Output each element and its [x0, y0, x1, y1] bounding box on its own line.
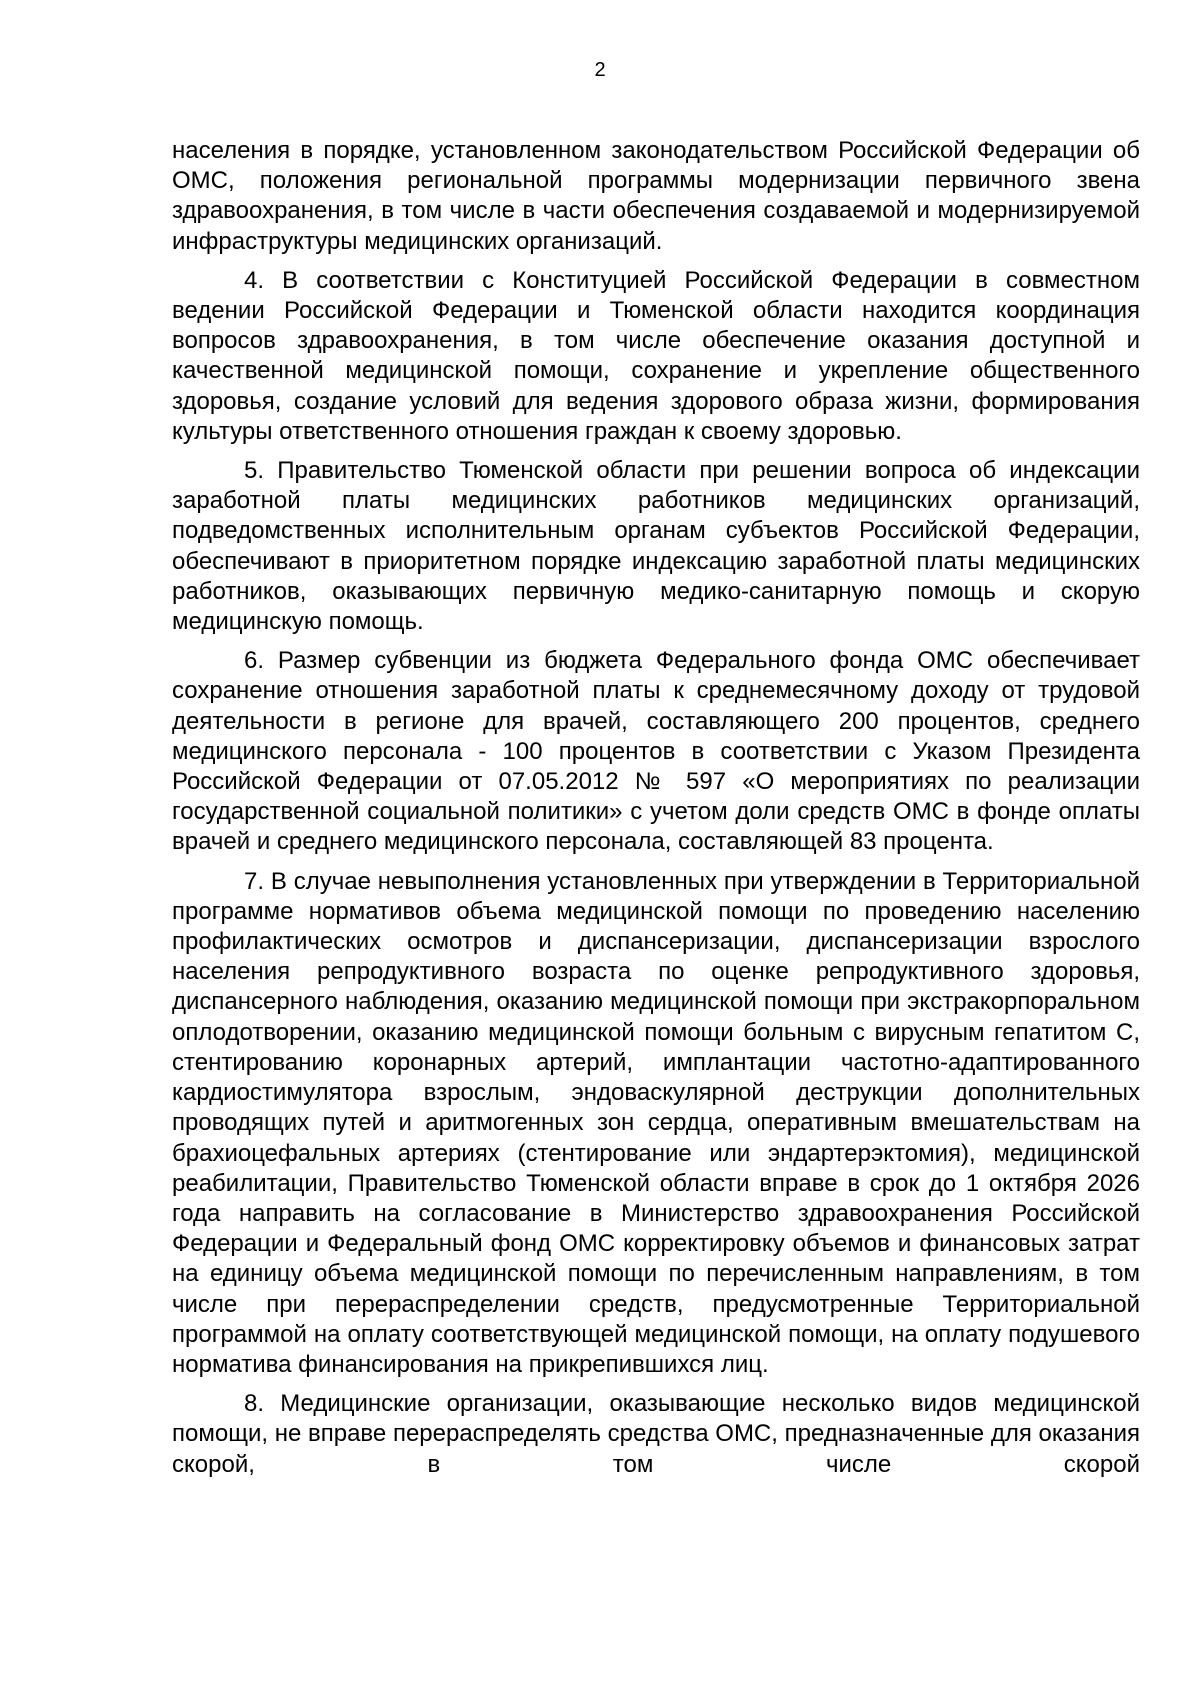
paragraph: 7. В случае невыполнения установленных при утверждении в Территориальной программе нормативов объема медицинской помощи по проведению населению профилактических осмотров и диспансеризации, диспансеризации взрослого населения репродуктивного возраста по оценке репродуктивного здоровья, диспансерного наблюдения, оказанию медицинской помощи при экстракорпоральном оплодотворении, оказанию медицинской помощи больным с вирусным гепатитом С, стентированию коронарных артерий, имплантации частотно-адаптированного кардиостимулятора взрослым, эндоваскулярной деструкции дополнительных проводящих путей и аритмогенных зон сердца, оперативным вмешательствам на брахиоцефальных артериях (стентирование или эндартерэктомия), медицинской реабилитации, Правительство Тюменской области вправе в срок до 1 октября 2026 года направить на согласование в Министерство здравоохранения Российской Федерации и Федеральный фонд ОМС корректировку объемов и финансовых затрат на единицу объема медицинской помощи по перечисленным направлениям, в том числе при перераспределении средств, предусмотренные Территориальной программой на оплату соответствующей медицинской помощи, на оплату подушевого норматива финансирования на прикрепившихся лиц.	[172, 867, 1140, 1378]
paragraph: 8. Медицинские организации, оказывающие несколько видов медицинской помощи, не вправе перераспределять средства ОМС, предназначенные для оказания скорой, в том числе скорой	[172, 1390, 1140, 1478]
page-number: 2	[594, 59, 606, 81]
paragraph: населения в порядке, установленном законодательством Российской Федерации об ОМС, положения региональной программы модернизации первичного звена здравоохранения, в том числе в части обеспечения создаваемой и модернизируемой инфраструктуры медицинских организаций.	[172, 137, 1140, 255]
paragraph: 6. Размер субвенции из бюджета Федерального фонда ОМС обеспечивает сохранение отношения заработной платы к среднемесячному доходу от трудовой деятельности в регионе для врачей, составляющего 200 процентов, среднего медицинского персонала - 100 процентов в соответствии с Указом Президента Российской Федерации от 07.05.2012 № 597 «О мероприятиях по реализации государственной социальной политики» с учетом доли средств ОМС в фонде оплаты врачей и среднего медицинского персонала, составляющей 83 процента.	[172, 647, 1140, 856]
paragraph: 5. Правительство Тюменской области при решении вопроса об индексации заработной платы медицинских работников медицинских организаций, подведомственных исполнительным органам субъектов Российской Федерации, обеспечивают в приоритетном порядке индексацию заработной платы медицинских работников, оказывающих первичную медико-санитарную помощь и скорую медицинскую помощь.	[172, 457, 1140, 636]
paragraph: 4. В соответствии с Конституцией Российской Федерации в совместном ведении Российской Федерации и Тюменской области находится координация вопросов здравоохранения, в том числе обеспечение оказания доступной и качественной медицинской помощи, сохранение и укрепление общественного здоровья, создание условий для ведения здорового образа жизни, формирования культуры ответственного отношения граждан к своему здоровью.	[172, 266, 1140, 445]
document-body	[172, 136, 1140, 1489]
